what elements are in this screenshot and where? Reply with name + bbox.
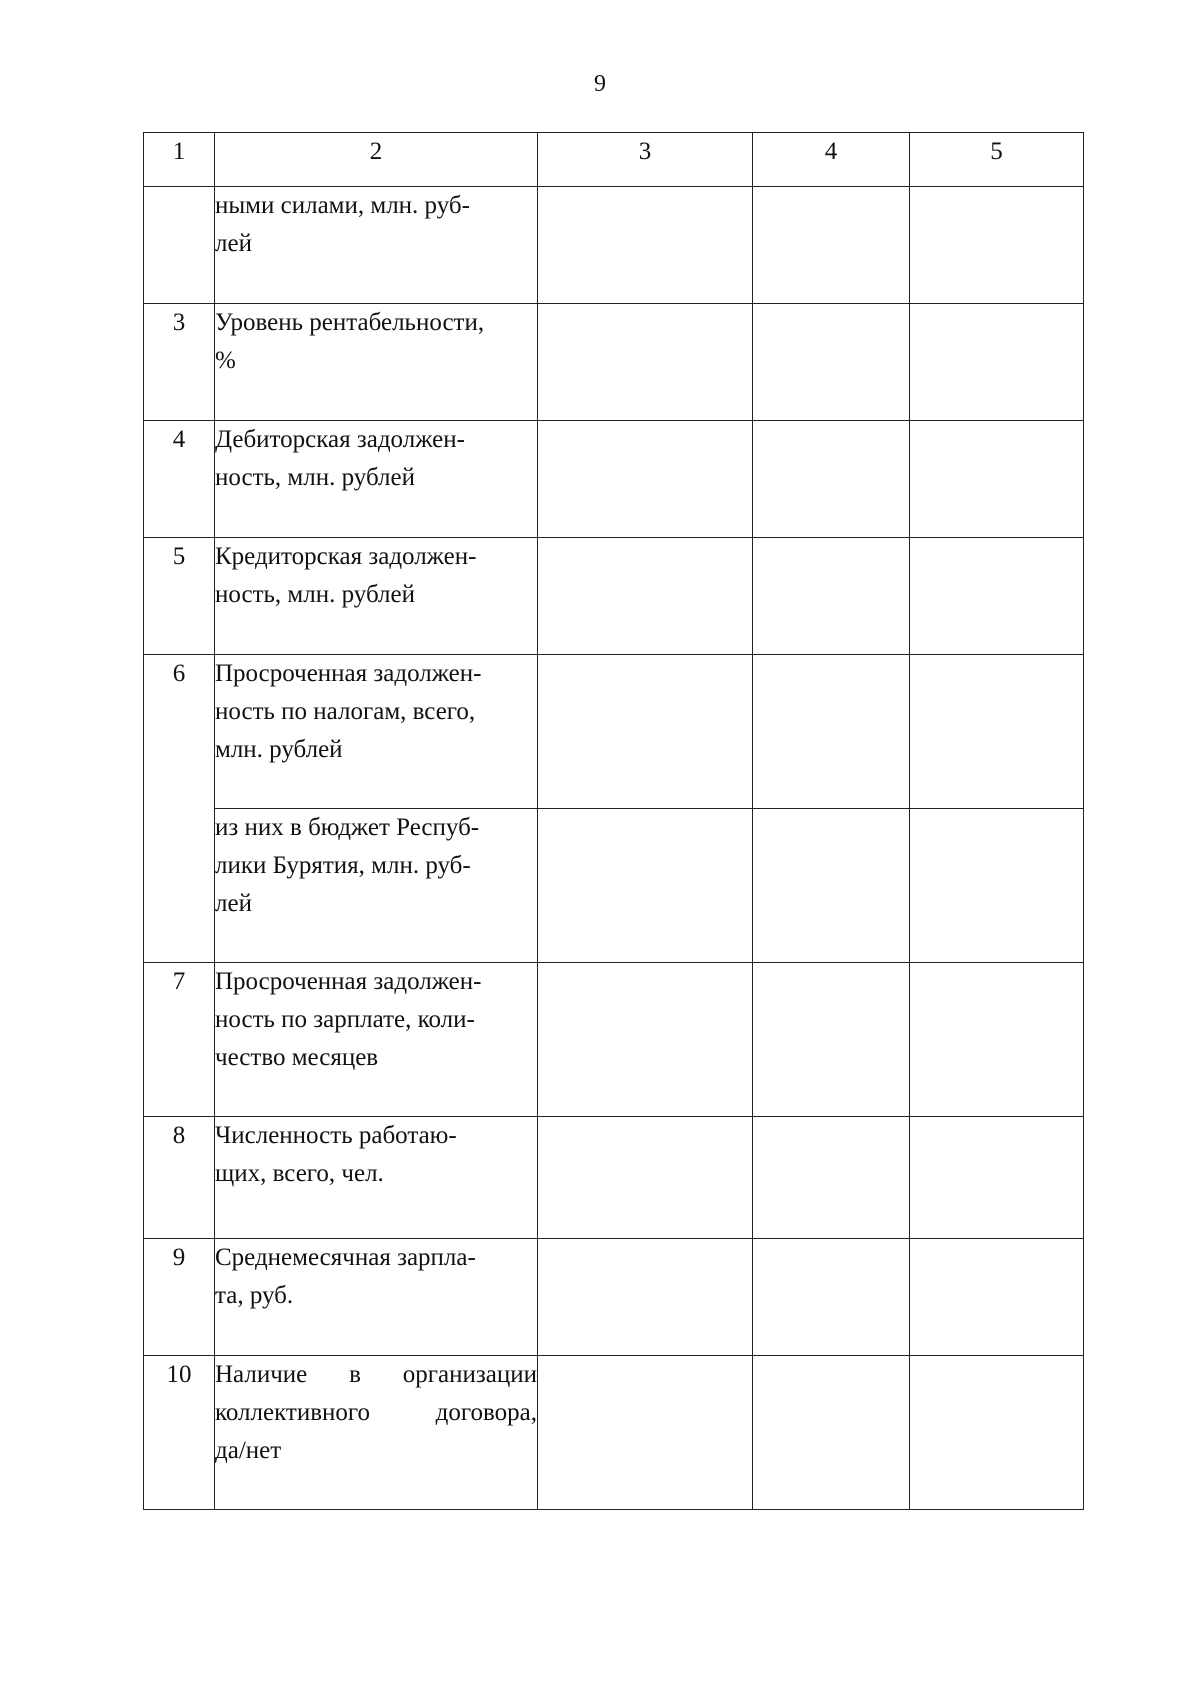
- value-cell-col4: [753, 187, 910, 304]
- table-row: [144, 809, 1084, 963]
- indicator-line: Просроченная задолжен-: [215, 968, 482, 995]
- indicator-line: та, руб.: [215, 1282, 294, 1309]
- value-cell-col5: [910, 963, 1084, 1117]
- value-cell-col3: [538, 655, 753, 809]
- indicator-name: [215, 538, 538, 655]
- value-cell-col4: [753, 421, 910, 538]
- value-cell-col4: [753, 1239, 910, 1356]
- value-cell-col4: [753, 1117, 910, 1239]
- table-row: [144, 421, 1084, 538]
- value-cell-col3: [538, 538, 753, 655]
- table-row: [144, 1239, 1084, 1356]
- value-cell-col5: [910, 187, 1084, 304]
- value-cell-col5: [910, 304, 1084, 421]
- indicator-name: [215, 421, 538, 538]
- table-header-row: [144, 133, 1084, 187]
- header-cell-3: 3: [538, 133, 753, 187]
- value-cell-col4: [753, 809, 910, 963]
- value-cell-col3: [538, 1356, 753, 1510]
- page-number: 9: [594, 71, 606, 97]
- row-number: 5: [144, 538, 215, 655]
- table-row: [144, 304, 1084, 421]
- row-number: [144, 187, 215, 304]
- indicator-line: коллективного договора,: [215, 1399, 537, 1426]
- table-row: [144, 963, 1084, 1117]
- value-cell-col3: [538, 187, 753, 304]
- value-cell-col5: [910, 809, 1084, 963]
- value-cell-col4: [753, 538, 910, 655]
- indicator-line: Численность работаю-: [215, 1122, 457, 1149]
- indicator-name: [215, 304, 538, 421]
- indicator-line: ность, млн. рублей: [215, 464, 415, 491]
- indicator-line: из них в бюджет Респуб-: [215, 814, 480, 841]
- table-row: [144, 538, 1084, 655]
- value-cell-col4: [753, 304, 910, 421]
- header-cell-5: 5: [910, 133, 1084, 187]
- indicator-line: щих, всего, чел.: [215, 1160, 384, 1187]
- indicator-name: [215, 187, 538, 304]
- table-row: [144, 655, 1084, 809]
- table-row: [144, 1356, 1084, 1510]
- value-cell-col3: [538, 1239, 753, 1356]
- value-cell-col5: [910, 421, 1084, 538]
- value-cell-col3: [538, 963, 753, 1117]
- indicator-line: Дебиторская задолжен-: [215, 426, 465, 453]
- value-cell-col5: [910, 1356, 1084, 1510]
- indicator-line: Просроченная задолжен-: [215, 660, 482, 687]
- indicator-line: %: [215, 347, 236, 374]
- row-number: 8: [144, 1117, 215, 1239]
- row-number: 9: [144, 1239, 215, 1356]
- indicator-line: да/нет: [215, 1437, 282, 1464]
- value-cell-col5: [910, 1117, 1084, 1239]
- value-cell-col3: [538, 809, 753, 963]
- value-cell-col3: [538, 304, 753, 421]
- value-cell-col5: [910, 1239, 1084, 1356]
- indicator-name: [215, 963, 538, 1117]
- indicator-name: [215, 655, 538, 809]
- indicator-line: чество месяцев: [215, 1044, 379, 1071]
- value-cell-col4: [753, 963, 910, 1117]
- header-cell-1: 1: [144, 133, 215, 187]
- row-number: 6: [144, 655, 215, 963]
- indicator-line: Среднемесячная зарпла-: [215, 1244, 476, 1271]
- value-cell-col5: [910, 538, 1084, 655]
- indicator-line: ность, млн. рублей: [215, 581, 415, 608]
- value-cell-col3: [538, 421, 753, 538]
- row-number: 7: [144, 963, 215, 1117]
- value-cell-col4: [753, 1356, 910, 1510]
- indicator-name: [215, 1356, 538, 1510]
- value-cell-col4: [753, 655, 910, 809]
- table-row: [144, 187, 1084, 304]
- indicator-line: Кредиторская задолжен-: [215, 543, 477, 570]
- value-cell-col3: [538, 1117, 753, 1239]
- value-cell-col5: [910, 655, 1084, 809]
- report-table: [143, 132, 1084, 1510]
- indicator-name: [215, 1239, 538, 1356]
- row-number: 4: [144, 421, 215, 538]
- row-number: 10: [144, 1356, 215, 1510]
- indicator-line: Наличие в организации: [215, 1361, 537, 1388]
- table-row: [144, 1117, 1084, 1239]
- header-cell-2: 2: [215, 133, 538, 187]
- header-cell-4: 4: [753, 133, 910, 187]
- indicator-line: лики Бурятия, млн. руб-: [215, 852, 471, 879]
- indicator-line: млн. рублей: [215, 736, 343, 763]
- indicator-line: лей: [215, 230, 252, 257]
- indicator-line: Уровень рентабельности,: [215, 309, 485, 336]
- indicator-line: ными силами, млн. руб-: [215, 192, 470, 219]
- indicator-name: [215, 809, 538, 963]
- indicator-name: [215, 1117, 538, 1239]
- indicator-line: ность по зарплате, коли-: [215, 1006, 475, 1033]
- indicator-line: ность по налогам, всего,: [215, 698, 476, 725]
- indicator-line: лей: [215, 890, 252, 917]
- row-number: 3: [144, 304, 215, 421]
